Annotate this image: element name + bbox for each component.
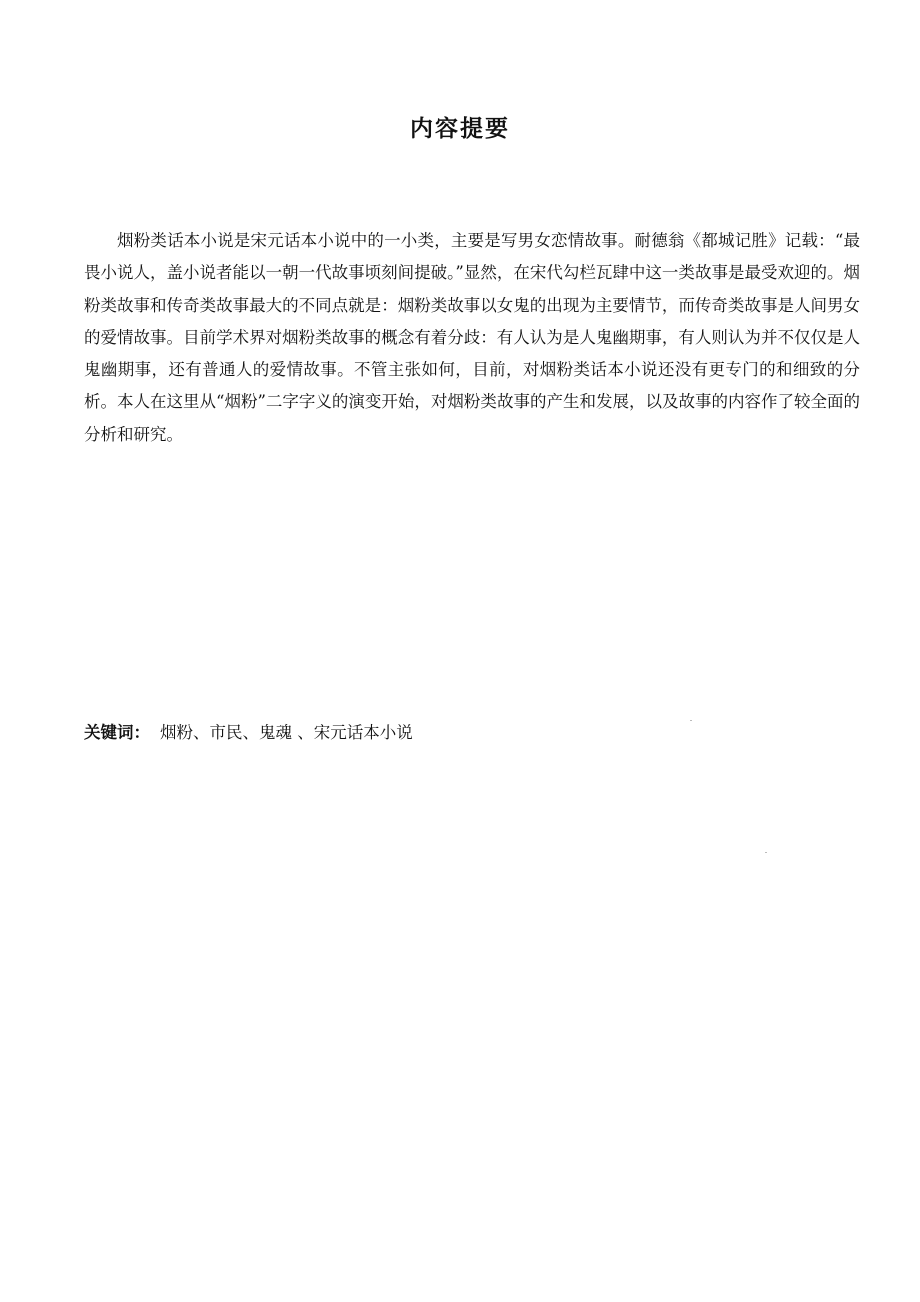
scan-speck [765, 852, 767, 853]
abstract-body: 烟粉类话本小说是宋元话本小说中的一小类，主要是写男女恋情故事。耐德翁《都城记胜》记载：“最畏小说人，盖小说者能以一朝一代故事顷刻间提破。”显然，在宋代勾栏瓦肆中这一类故事是最受欢迎的。烟粉类故事和传奇类故事最大的不同点就是：烟粉类故事以女鬼的出现为主要情节，而传奇类故事是人间男女的爱情故事。目前学术界对烟粉类故事的概念有着分歧：有人认为是人鬼幽期事，有人则认为并不仅仅是人鬼幽期事，还有普通人的爱情故事。不管主张如何，目前，对烟粉类话本小说还没有更专门的和细致的分析。本人在这里从“烟粉”二字字义的演变开始，对烟粉类故事的产生和发展，以及故事的内容作了较全面的分析和研究。 [84, 231, 860, 444]
abstract-title: 内容提要 [410, 115, 510, 142]
scan-speck [690, 720, 692, 721]
keywords-line [84, 718, 860, 748]
keywords-list: 烟粉、市民、鬼魂 、宋元话本小说 [160, 723, 413, 742]
keywords-label: 关键词： [84, 723, 150, 742]
